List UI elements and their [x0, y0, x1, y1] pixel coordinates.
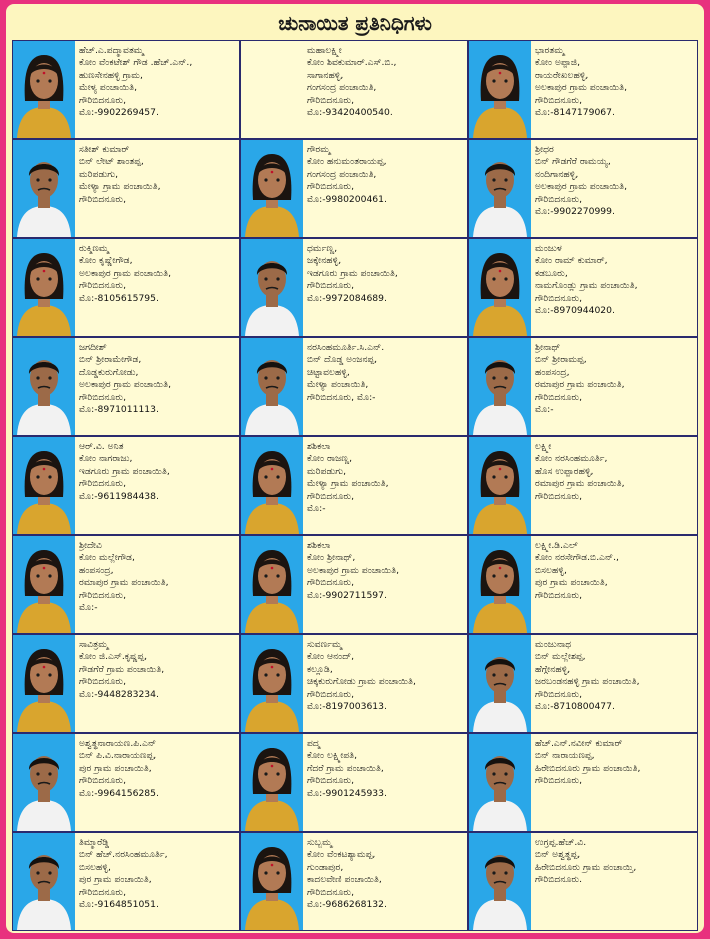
- member-detail-line: ಚಿಕ್ಕಕುರುಗೋಡು ಗ್ರಾಮ ಪಂಚಾಯಿತಿ,: [307, 676, 416, 688]
- member-detail-line: ಮೊ:-9964156285.: [79, 787, 159, 799]
- member-detail-line: ಕಡಬೂರು,: [535, 267, 568, 279]
- member-info: [79, 342, 237, 416]
- member-detail-line: ಮೊ:-8197003613.: [307, 701, 387, 713]
- member-detail-line: ಇಡಗೂರು ಗ್ರಾಮ ಪಂಚಾಯಿತಿ,: [307, 267, 398, 279]
- member-card: [12, 733, 240, 832]
- member-name: ಮಂಜುಳ: [535, 243, 562, 254]
- member-photo: [469, 41, 531, 138]
- member-detail-line: ಹಂಪಸಂದ್ರ,: [79, 564, 114, 576]
- member-name: ಲಕ್ಷ್ಮೀ: [535, 441, 552, 452]
- member-photo: [241, 239, 303, 336]
- member-info: [307, 639, 465, 713]
- member-name: ಅಶ್ವತ್ಥನಾರಾಯಣ.ಪಿ.ಎನ್: [79, 738, 157, 749]
- member-photo: [13, 734, 75, 831]
- member-name: ಆರ್.ವಿ. ಅನಿತ: [79, 441, 124, 452]
- member-info: [535, 243, 695, 317]
- members-grid: [12, 40, 698, 931]
- member-detail-line: ಕೋಂ ನಾಗರಾಜು,: [79, 453, 133, 465]
- member-photo: [241, 536, 303, 633]
- member-detail-line: ಅಲಕಾಪುರ ಗ್ರಾಮ ಪಂಚಾಯಿತಿ,: [535, 82, 628, 94]
- member-detail-line: ಗೌರಿಬಿದನೂರು,: [535, 391, 583, 403]
- member-name: ಲಕ್ಷ್ಮೀ.ಡಿ.ಎಲ್: [535, 540, 578, 551]
- member-info: [307, 540, 465, 602]
- member-detail-line: ಕೋಂ ಆನಂದ್,: [307, 651, 355, 663]
- member-detail-line: ಗಂಗಸಂದ್ರ ಪಂಚಾಯಿತಿ,: [307, 82, 377, 94]
- member-detail-line: ಮರಿಪಡುಗು,: [79, 168, 119, 180]
- member-photo: [469, 437, 531, 534]
- member-detail-line: ಮೊ:-9164851051.: [79, 899, 159, 911]
- member-detail-line: ಕೋಂ ಶ್ರೀನಾಥ್,: [307, 552, 356, 564]
- member-detail-line: ಗೌರಿಬಿದನೂರು,: [307, 94, 355, 106]
- member-name: ಸುವರ್ಣಮ್ಮ: [307, 639, 342, 650]
- member-info: [535, 441, 695, 503]
- member-detail-line: ಮೊ:-: [307, 503, 326, 515]
- member-card: [468, 832, 698, 931]
- member-detail-line: ಮೊ:-: [535, 404, 554, 416]
- member-info: [307, 738, 465, 800]
- member-detail-line: ಕೋಂ ವೆಂಕಟೇಶ್ ಗೌಡ .ಹೆಚ್.ಎನ್.,: [79, 57, 193, 69]
- member-detail-line: ಗೌರಿಬಿದನೂರು, ಮೊ:-: [307, 391, 376, 403]
- member-detail-line: ಗೌರಿಬಿದನೂರು,: [535, 193, 583, 205]
- member-name: ಮಹಾಲಕ್ಷ್ಮೀ: [307, 45, 342, 56]
- member-detail-line: ಬಿಸಲಹಳ್ಳಿ,: [535, 564, 567, 576]
- member-photo: [13, 536, 75, 633]
- member-detail-line: ಬಿನ್ ಹೆಚ್.ನರಸಿಂಹಮೂರ್ತಿ,: [79, 849, 168, 861]
- member-detail-line: ಚಿಟ್ಟಾವಲಹಳ್ಳಿ,: [307, 366, 350, 378]
- member-detail-line: ಕಲ್ಲೂಡಿ,: [307, 663, 333, 675]
- member-info: [535, 639, 695, 713]
- member-detail-line: ಬಿನ್ ಅಶ್ವತ್ಥಪ್ಪ,: [535, 849, 581, 861]
- member-photo: [469, 536, 531, 633]
- member-detail-line: ಕೋಂ ಶಿವಕುಮಾರ್.ಎಸ್.ಬಿ.,: [307, 57, 397, 69]
- member-detail-line: ಗೌರಿಬಿದನೂರು,: [79, 391, 127, 403]
- member-detail-line: ಗೌರಿಬಿದನೂರು,: [79, 478, 127, 490]
- member-detail-line: ಹುಣಸೇನಹಳ್ಳಿ ಗ್ರಾಮ,: [79, 69, 143, 81]
- member-photo: [469, 140, 531, 237]
- member-photo: [469, 239, 531, 336]
- member-name: ತಿಮ್ಮಾರೆಡ್ಡಿ: [79, 837, 110, 848]
- member-photo: [469, 338, 531, 435]
- member-detail-line: ಜರಬಂಡನಹಳ್ಳಿ ಗ್ರಾಮ ಪಂಚಾಯಿತಿ,: [535, 676, 640, 688]
- member-detail-line: ಬಿನ್ ಪಿ.ವಿ.ನಾರಾಯಣಪ್ಪ,: [79, 750, 157, 762]
- member-photo: [241, 437, 303, 534]
- member-name: ಶ್ರೀನಾಥ್: [535, 342, 561, 353]
- member-detail-line: ಅಲಕಾಪುರ ಗ್ರಾಮ ಪಂಚಾಯಿತಿ,: [307, 564, 400, 576]
- member-name: ಪದ್ಮ: [307, 738, 321, 749]
- member-name: ಹೆಚ್.ಎನ್.ನವೀನ್ ಕುಮಾರ್: [535, 738, 623, 749]
- member-name: ಶ್ರೀಧರ: [535, 144, 554, 155]
- member-detail-line: ಮೊ:-9902270999.: [535, 206, 615, 218]
- member-photo: [241, 833, 303, 930]
- member-photo: [241, 140, 303, 237]
- member-detail-line: ಅಲಕಾಪುರ ಗ್ರಾಮ ಪಂಚಾಯಿತಿ,: [535, 181, 628, 193]
- member-detail-line: ಗಂಗಸಂದ್ರ ಪಂಚಾಯಿತಿ,: [307, 168, 377, 180]
- member-info: [79, 45, 237, 119]
- member-detail-line: ದೊಡ್ಡಕುರುಗೋಡು,: [79, 366, 139, 378]
- member-detail-line: ಹಿರೇಬಿದನೂರು ಗ್ರಾಮ ಪಂಚಾಯ್ತಿ,: [535, 861, 637, 873]
- member-detail-line: ಕೋಂ ಜಿ.ಎಸ್.ಕೃಷ್ಣಪ್ಪ,: [79, 651, 148, 663]
- member-detail-line: ಬಿನ್ ನಾರಾಯಣಪ್ಪ,: [535, 750, 595, 762]
- member-photo: [469, 635, 531, 732]
- member-detail-line: ಕೋಂ ವೆಂಕಟಶ್ಯಾಮಪ್ಪ,: [307, 849, 376, 861]
- member-detail-line: ಕೋಂ ಕೃಷ್ಣೇಗೌಡ,: [79, 255, 133, 267]
- member-detail-line: ಮೊ:-9901245933.: [307, 787, 387, 799]
- member-card: [240, 139, 468, 238]
- member-info: [535, 144, 695, 218]
- member-detail-line: ಮೊ:-9611984438.: [79, 490, 159, 502]
- member-photo: [13, 437, 75, 534]
- member-detail-line: ಕೋಂ ಅಪ್ಪಾಜಿ,: [535, 57, 580, 69]
- member-detail-line: ಹಿರೇಬಿದನೂರು ಗ್ರಾಮ ಪಂಚಾಯಿತಿ,: [535, 762, 641, 774]
- member-detail-line: ಕೋಂ ನರಸೇಗೌಡ.ಬಿ.ಎನ್.,: [535, 552, 619, 564]
- member-detail-line: ಗೌರಿಬಿದನೂರು,: [535, 688, 583, 700]
- page: [6, 4, 704, 933]
- member-detail-line: ಬಿನ್ ಶ್ರೀರಾಮಪ್ಪ,: [535, 354, 587, 366]
- member-info: [535, 837, 695, 887]
- member-photo: [13, 833, 75, 930]
- member-name: ಉಗ್ರಪ್ಪ.ಹೆಚ್.ವಿ.: [535, 837, 587, 848]
- member-photo: [241, 338, 303, 435]
- member-detail-line: ಗೆದರೆ ಗ್ರಾಮ ಪಂಚಾಯಿತಿ,: [307, 762, 384, 774]
- member-card: [468, 238, 698, 337]
- member-photo: [13, 140, 75, 237]
- member-card: [468, 436, 698, 535]
- member-card: [240, 832, 468, 931]
- member-name: ಶಶಿಕಲಾ: [307, 540, 331, 551]
- member-detail-line: ಮೊ:-9972084689.: [307, 292, 387, 304]
- member-name: ನರಸಿಂಹಮೂರ್ತಿ.ಸಿ.ಎನ್.: [307, 342, 385, 353]
- member-detail-line: ಗೌರಿಬಿದನೂರು,: [307, 490, 355, 502]
- member-detail-line: ಗೌರಿಬಿದನೂರು,: [307, 688, 355, 700]
- member-name: ಗೌರಮ್ಮ: [307, 144, 331, 155]
- member-card: [12, 238, 240, 337]
- member-info: [79, 243, 237, 305]
- member-card: [240, 337, 468, 436]
- member-card: [12, 337, 240, 436]
- member-info: [79, 144, 237, 206]
- member-info: [307, 837, 465, 911]
- member-info: [79, 738, 237, 800]
- member-photo: [241, 734, 303, 831]
- member-detail-line: ಗೌರಿಬಿದನೂರು,: [307, 280, 355, 292]
- member-detail-line: ರಮಾಪುರ ಗ್ರಾಮ ಪಂಚಾಯಿತಿ,: [535, 478, 625, 490]
- member-photo: [13, 338, 75, 435]
- member-info: [535, 540, 695, 602]
- member-card: [240, 238, 468, 337]
- member-detail-line: ಗೌಡಗೆರೆ ಗ್ರಾಮ ಪಂಚಾಯಿತಿ,: [79, 663, 165, 675]
- member-detail-line: ಹಂಪಸಂದ್ರ,: [535, 366, 570, 378]
- member-info: [307, 45, 465, 119]
- member-detail-line: ಮೊ:-93420400540.: [307, 107, 393, 119]
- member-detail-line: ಮೇಳ್ಯಾ ಗ್ರಾಮ ಪಂಚಾಯಿತಿ,: [79, 181, 161, 193]
- member-detail-line: ಕಾದಲವೇಣಿ ಪಂಚಾಯಿತಿ,: [307, 874, 382, 886]
- member-info: [79, 540, 237, 614]
- member-detail-line: ಮೊ:-9902269457.: [79, 107, 159, 119]
- member-name: ಸಾವಿತ್ರಮ್ಮ: [79, 639, 109, 650]
- member-card: [468, 337, 698, 436]
- member-detail-line: ಬಿನ್ ಶ್ರೀರಾಮೇಗೌಡ,: [79, 354, 142, 366]
- member-detail-line: ನಂದಿಗಾನಹಳ್ಳಿ,: [535, 168, 579, 180]
- member-card: [12, 436, 240, 535]
- member-info: [307, 441, 465, 515]
- member-detail-line: ಜಕ್ಕೇನಹಳ್ಳಿ,: [307, 255, 342, 267]
- member-detail-line: ಗೌರಿಬಿದನೂರು,: [307, 775, 355, 787]
- member-detail-line: ಮೊ:-: [79, 602, 98, 614]
- member-info: [307, 243, 465, 305]
- member-photo: [469, 734, 531, 831]
- member-detail-line: ರಾಯರೇಖಲಹಳ್ಳಿ,: [535, 69, 589, 81]
- member-name: ಶಶಿಕಲಾ: [307, 441, 331, 452]
- member-detail-line: ಗೌರಿಬಿದನೂರು,: [79, 280, 127, 292]
- member-name: ರುಕ್ಮಿಣಮ್ಮ: [79, 243, 109, 254]
- member-card: [12, 40, 240, 139]
- member-card: [240, 634, 468, 733]
- member-detail-line: ಮೊ:-8105615795.: [79, 292, 159, 304]
- member-detail-line: ಹೊಸ ಉಪ್ಪಾರಹಳ್ಳಿ,: [535, 465, 594, 477]
- member-detail-line: ಬಿನ್ ಲೇಟ್ ಶಾಂತಪ್ಪ,: [79, 156, 144, 168]
- member-detail-line: ಗೌರಿಬಿದನೂರು,: [79, 886, 127, 898]
- member-detail-line: ಪುರ ಗ್ರಾಮ ಪಂಚಾಯಿತಿ,: [79, 874, 152, 886]
- member-info: [535, 45, 695, 119]
- member-card: [468, 139, 698, 238]
- member-card: [240, 436, 468, 535]
- member-info: [535, 738, 695, 788]
- page-title: ಚುನಾಯಿತ ಪ್ರತಿನಿಧಿಗಳು: [278, 11, 432, 35]
- member-name: ಹೆಚ್.ಎ.ಪದ್ಮಾವತಮ್ಮ: [79, 45, 144, 56]
- member-photo: [241, 635, 303, 732]
- member-detail-line: ಮೊ:-8147179067.: [535, 107, 615, 119]
- member-detail-line: ಗೌರಿಬಿದನೂರು,: [79, 775, 127, 787]
- member-detail-line: ಗೌರಿಬಿದನೂರು,: [535, 589, 583, 601]
- member-info: [535, 342, 695, 416]
- member-card: [240, 40, 468, 139]
- member-detail-line: ಮೊ:-9448283234.: [79, 688, 159, 700]
- member-detail-line: ಬಿಸಲಹಳ್ಳಿ,: [79, 861, 111, 873]
- member-detail-line: ಗೌರಿಬಿದನೂರು,: [307, 886, 355, 898]
- member-photo: [13, 41, 75, 138]
- member-detail-line: ಮೇಳ್ಯಾ ಪಂಚಾಯಿತಿ,: [307, 379, 369, 391]
- member-info: [307, 342, 465, 404]
- member-detail-line: ಗೌರಿಬಿದನೂರು,: [79, 676, 127, 688]
- member-card: [12, 139, 240, 238]
- member-detail-line: ಮೊ:-9902711597.: [307, 589, 387, 601]
- member-detail-line: ಮೇಳ್ಯಾ ಗ್ರಾಮ ಪಂಚಾಯಿತಿ,: [307, 478, 389, 490]
- member-name: ಭಾರತಮ್ಮ: [535, 45, 565, 56]
- member-detail-line: ರಮಾಪುರ ಗ್ರಾಮ ಪಂಚಾಯಿತಿ,: [79, 577, 169, 589]
- member-photo: [469, 833, 531, 930]
- member-detail-line: ಕೋಂ ರಾಮ್ ಕುಮಾರ್,: [535, 255, 608, 267]
- member-detail-line: ಬಿನ್ ಮಲ್ಲೇಶಪ್ಪ,: [535, 651, 586, 663]
- member-detail-line: ಕೋಂ ಮಲ್ಲೇಗೌಡ,: [79, 552, 135, 564]
- member-detail-line: ಗುಂಡಾಪುರ,: [307, 861, 344, 873]
- member-photo: [13, 239, 75, 336]
- member-detail-line: ಗೌರಿಬಿದನೂರು,: [307, 181, 355, 193]
- member-detail-line: ಗೌರಿಬಿದನೂರು,: [307, 577, 355, 589]
- member-detail-line: ಗೌರಿಬಿದನೂರು.: [535, 874, 583, 886]
- member-card: [12, 634, 240, 733]
- member-name: ಶ್ರೀದೇವಿ: [79, 540, 102, 551]
- member-name: ಸತೀಶ್ ಕುಮಾರ್: [79, 144, 130, 155]
- member-name: ಧರ್ಮಣ್ಣ,: [307, 243, 338, 254]
- member-detail-line: ಗೌರಿಬಿದನೂರು,: [79, 589, 127, 601]
- member-card: [468, 535, 698, 634]
- member-card: [468, 733, 698, 832]
- member-card: [240, 535, 468, 634]
- member-card: [468, 40, 698, 139]
- member-detail-line: ಗೌರಿಬಿದನೂರು,: [535, 775, 583, 787]
- member-detail-line: ಸಾಗಾನಹಳ್ಳಿ,: [307, 69, 344, 81]
- member-detail-line: ಗೌರಿಬಿದನೂರು,: [79, 193, 127, 205]
- member-detail-line: ಗೌರಿಬಿದನೂರು,: [535, 490, 583, 502]
- member-info: [79, 639, 237, 701]
- member-info: [307, 144, 465, 206]
- member-name: ಸುಬ್ಬಮ್ಮ: [307, 837, 333, 848]
- member-detail-line: ಮೊ:-9980200461.: [307, 193, 387, 205]
- member-photo: [13, 635, 75, 732]
- member-detail-line: ಗೌರಿಬಿದನೂರು,: [79, 94, 127, 106]
- member-card: [12, 832, 240, 931]
- member-detail-line: ಇಡಗೂರು ಗ್ರಾಮ ಪಂಚಾಯಿತಿ,: [79, 465, 170, 477]
- member-detail-line: ಬಿನ್ ಗೌಡಗೆರೆ ರಾಮಯ್ಯ,: [535, 156, 611, 168]
- member-detail-line: ಮೇಳ್ಯ ಪಂಚಾಯಿತಿ,: [79, 82, 138, 94]
- member-name: ಮಂಜುನಾಥ: [535, 639, 572, 650]
- member-detail-line: ಮೊ:-8710800477.: [535, 701, 615, 713]
- member-detail-line: ನಾಮಗೊಂಡ್ಲು ಗ್ರಾಮ ಪಂಚಾಯಿತಿ,: [535, 280, 638, 292]
- member-name: ಜಗದೀಶ್: [79, 342, 107, 353]
- member-card: [240, 733, 468, 832]
- member-detail-line: ಕೋಂ ರಾಜಣ್ಣ,: [307, 453, 353, 465]
- member-detail-line: ಕೋಂ ಲಕ್ಷ್ಮೀಪತಿ,: [307, 750, 358, 762]
- member-detail-line: ಕೋಂ ಹನುಮಂತರಾಯಪ್ಪ,: [307, 156, 387, 168]
- member-detail-line: ಗೌರಿಬಿದನೂರು,: [535, 292, 583, 304]
- member-detail-line: ರಮಾಪುರ ಗ್ರಾಮ ಪಂಚಾಯಿತಿ,: [535, 379, 625, 391]
- member-card: [468, 634, 698, 733]
- member-detail-line: ಹೆಗ್ಗೇನಹಳ್ಳಿ,: [535, 663, 571, 675]
- member-detail-line: ಅಲಕಾಪುರ ಗ್ರಾಮ ಪಂಚಾಯಿತಿ,: [79, 379, 172, 391]
- member-detail-line: ಗೌರಿಬಿದನೂರು,: [535, 94, 583, 106]
- member-detail-line: ಮೊ:-8971011113.: [79, 404, 159, 416]
- member-detail-line: ಮರಿಪಡುಗು,: [307, 465, 347, 477]
- member-detail-line: ಪುರ ಗ್ರಾಮ ಪಂಚಾಯಿತಿ,: [535, 577, 608, 589]
- member-info: [79, 837, 237, 911]
- member-info: [79, 441, 237, 503]
- member-detail-line: ಪುರ ಗ್ರಾಮ ಪಂಚಾಯಿತಿ,: [79, 762, 152, 774]
- member-detail-line: ಕೋಂ ನರಸಿಂಹಮೂರ್ತಿ,: [535, 453, 608, 465]
- member-detail-line: ಮೊ:-9686268132.: [307, 899, 387, 911]
- member-detail-line: ಅಲಕಾಪುರ ಗ್ರಾಮ ಪಂಚಾಯಿತಿ,: [79, 267, 172, 279]
- photo-placeholder: [241, 41, 303, 138]
- member-detail-line: ಬಿನ್ ದೊಡ್ಡ ಅಂಜನಪ್ಪ,: [307, 354, 378, 366]
- member-card: [12, 535, 240, 634]
- member-detail-line: ಮೊ:-8970944020.: [535, 305, 615, 317]
